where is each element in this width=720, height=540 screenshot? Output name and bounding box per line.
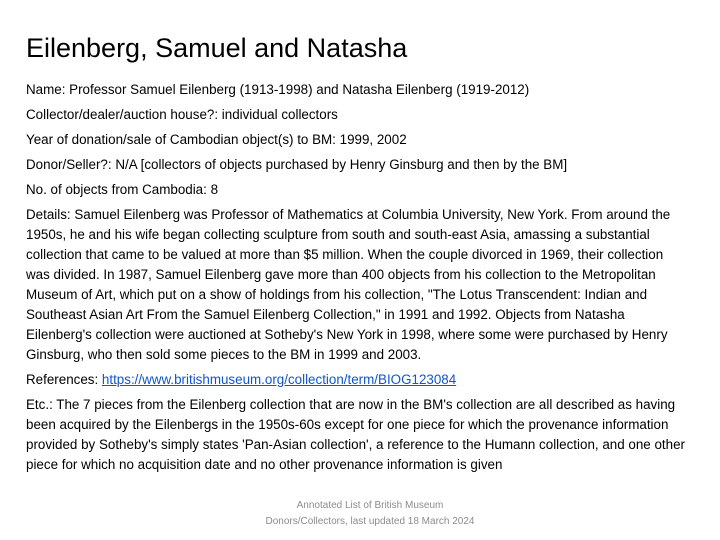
collector-type-line: Collector/dealer/auction house?: individual collectors	[26, 107, 338, 122]
etc-paragraph: Etc.: The 7 pieces from the Eilenberg collection that are now in the BM's collection are all described as having been acquired by the Eilenbergs in the 1950s-60s except for one piece for which the provenance information provided by Sotheby's simply states 'Pan-Asian collection', a reference to the Humann collection, and one other piece for which no acquisition date and no other provenance information is given	[26, 397, 685, 472]
year-line: Year of donation/sale of Cambodian object(s) to BM: 1999, 2002	[26, 132, 407, 147]
footer	[0, 498, 720, 530]
references-line	[26, 370, 690, 390]
details-paragraph: Details: Samuel Eilenberg was Professor of Mathematics at Columbia University, New York. From around the 1950s, he and his wife began collecting sculpture from south and south-east Asia, amassing a substantial collection that came to be valued at more than $5 million. When the couple divorced in 1969, their collection was divided. In 1987, Samuel Eilenberg gave more than 400 objects from his collection to the Metropolitan Museum of Art, which put on a show of holdings from his collection, "The Lotus Transcendent: Indian and Southeast Asian Art From the Samuel Eilenberg Collection," in 1991 and 1992. Objects from Natasha Eilenberg's collection were auctioned at Sotheby's New York in 1998, where some were purchased by Henry Ginsburg, who then sold some pieces to the BM in 1999 and 2003.	[26, 207, 671, 362]
page-title: Eilenberg, Samuel and Natasha	[26, 33, 408, 63]
donor-line: Donor/Seller?: N/A [collectors of objects purchased by Henry Ginsburg and then by the BM]	[26, 157, 568, 172]
num-objects-line: No. of objects from Cambodia: 8	[26, 182, 219, 197]
name-line: Name: Professor Samuel Eilenberg (1913-1998) and Natasha Eilenberg (1919-2012)	[26, 82, 530, 97]
footer-line-1: Annotated List of British Museum	[296, 500, 444, 511]
footer-line-2: Donors/Collectors, last updated 18 March 2024	[265, 516, 475, 527]
references-link[interactable]: https://www.britishmuseum.org/collection/term/BIOG123084	[101, 372, 457, 387]
content-body	[26, 80, 690, 480]
references-label: References:	[26, 372, 102, 387]
